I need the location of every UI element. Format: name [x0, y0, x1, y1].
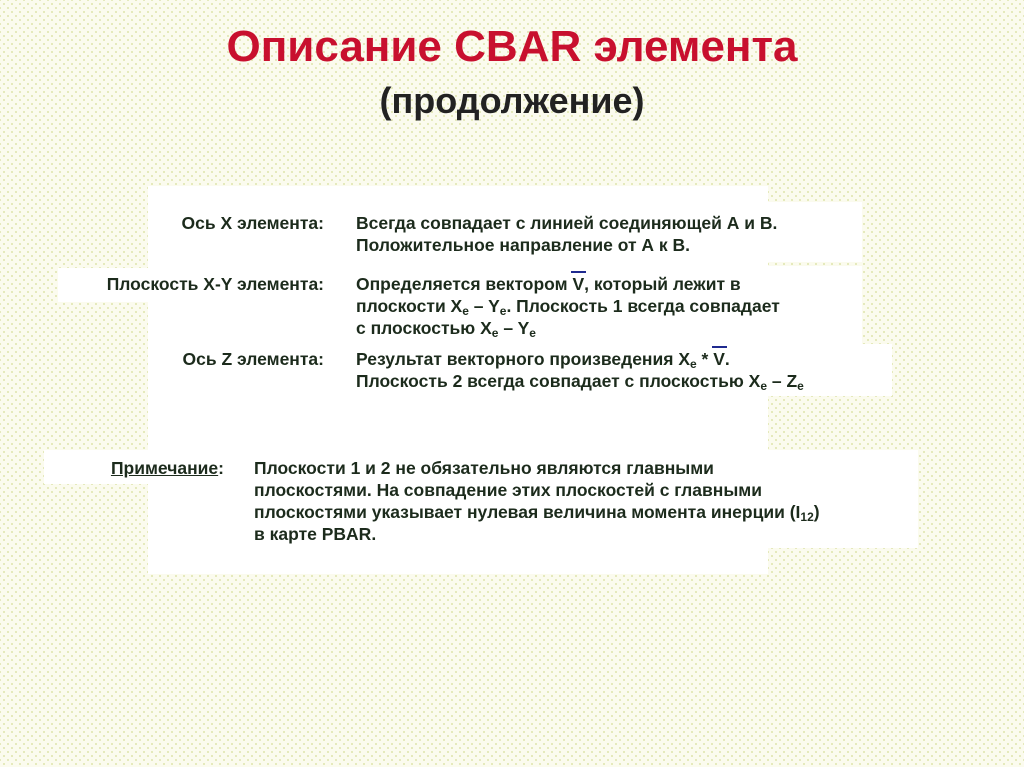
text-line: Определяется вектором V, который лежит в	[356, 274, 741, 294]
slide-title: Описание CBAR элемента	[226, 22, 798, 71]
x-axis-label: Ось X элемента:	[181, 213, 324, 233]
text-line: Плоскости 1 и 2 не обязательно являются главными	[254, 458, 714, 478]
note-description	[254, 457, 820, 545]
subscript: e	[797, 379, 804, 393]
subscript: e	[491, 326, 499, 340]
text-line: плоскостями. На совпадение этих плоскостей с главными	[254, 480, 762, 500]
note-label-text: Примечание	[110, 458, 219, 478]
text-line: Результат векторного произведения $X_e$ * V.	[356, 349, 730, 371]
text-line: плоскости $X_e - Y_e$. Плоскость 1 всегда совпадает	[356, 296, 780, 318]
subscript: 12	[800, 510, 814, 524]
xy-plane-label: Плоскость X-Y элемента:	[106, 274, 324, 294]
note-label-colon: :	[218, 458, 224, 478]
subscript: e	[462, 304, 469, 318]
text-line: Плоскость 2 всегда совпадает с плоскостью $X_e - Z_e$	[356, 371, 804, 393]
subscript: e	[529, 326, 536, 340]
subscript: e	[760, 379, 767, 393]
slide-subtitle: (продолжение)	[379, 80, 645, 121]
subscript: e	[690, 357, 697, 371]
text-line: Всегда совпадает с линией соединяющей А и В.	[356, 213, 778, 233]
z-axis-description	[356, 348, 804, 392]
x-axis-description	[356, 212, 777, 256]
vector-symbol: V	[572, 274, 585, 294]
text-line: в карте PBAR.	[254, 524, 377, 544]
text-line: Положительное направление от А к В.	[356, 235, 691, 255]
vector-symbol: V	[713, 349, 725, 369]
xy-plane-description	[356, 273, 780, 339]
text-line: плоскостями указывает нулевая величина момента инерции $(I_{12})$	[254, 502, 820, 524]
note-label	[111, 457, 224, 479]
z-axis-label: Ось Z элемента:	[182, 349, 324, 369]
subscript: e	[499, 304, 507, 318]
text-line: с плоскостью $X_e - Y_e$	[356, 318, 536, 340]
